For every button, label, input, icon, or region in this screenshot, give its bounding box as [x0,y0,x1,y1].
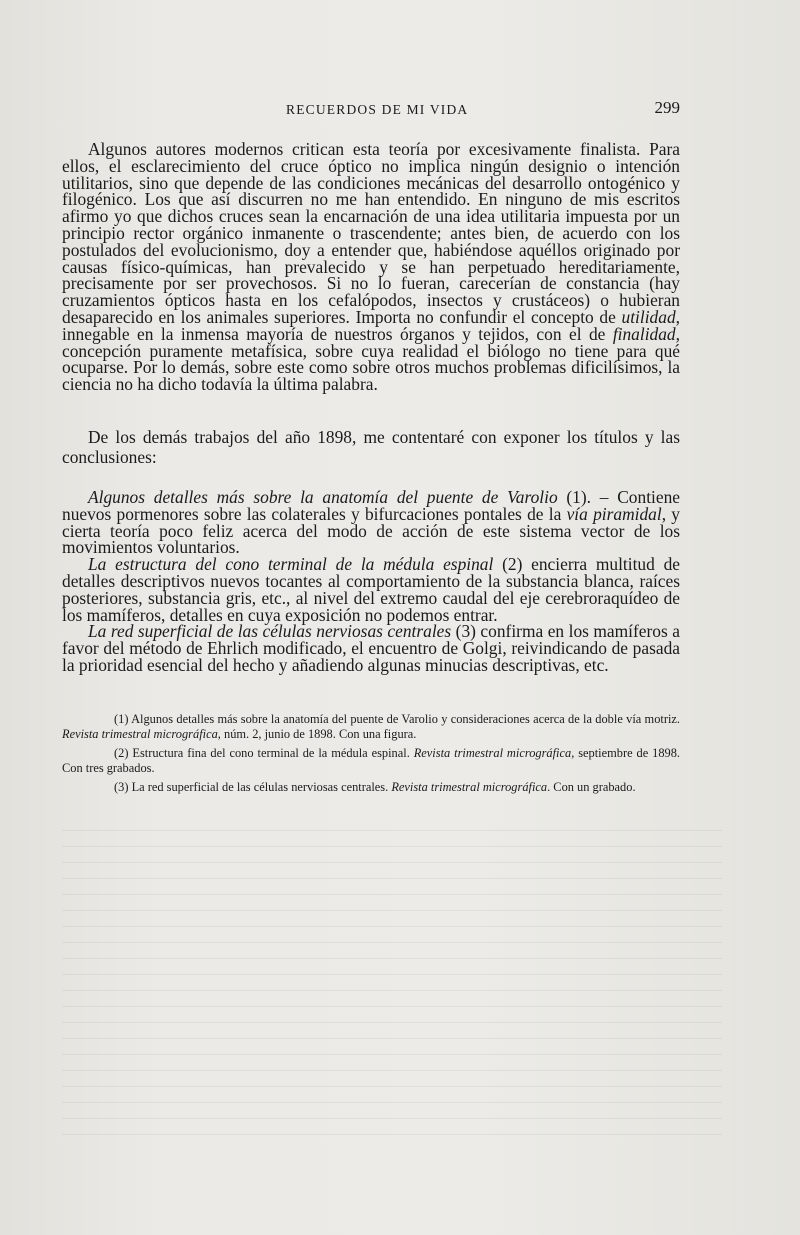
paragraph-text: , innegable en la inmensa mayoría de nuestros órganos y tejidos, con el de [62,306,680,344]
works-list [62,489,680,674]
work-description: , y cierta teoría poco feliz acerca del modo de acción de este sistema vector de los movimientos voluntarios. [62,503,680,558]
footnote-text: Estructura fina del cono terminal de la médula espinal. [132,746,414,760]
footnote [62,746,680,775]
work-description: (3) confirma en los mamíferos a favor del método de Ehrlich modificado, el encuentro de Golgi, reivindicando de pasada la prioridad esencial del hecho y añadiendo algunas minucias descriptivas, etc. [62,621,680,675]
footnote-text: La red superficial de las células nerviosas centrales. [131,780,392,794]
journal-name: Revista trimestral micrográfica [413,746,572,760]
emphasis-utilidad: utilidad [621,306,676,327]
emphasis-finalidad: finalidad [612,323,676,344]
running-head: RECUERDOS DE MI VIDA [286,102,469,117]
footnote [62,780,680,795]
journal-name: Revista trimestral micrográfica [62,726,218,741]
work-description: (2) encierra multitud de detalles descriptivos nuevos tocantes al comportamiento de la substancia blanca, raíces posteriores, substancia gris, etc., al nivel del extremo caudal del eje cerebroraquídeo de los mamíferos, detalles en cuya exposición no podemos entrar. [62,554,680,625]
work-title: La estructura del cono terminal de la médula espinal [88,554,494,575]
footnote-text: . Con un grabado. [547,780,636,794]
work-entry [62,623,680,673]
footnote-number: (1) [114,712,129,726]
footnote-number: (3) [114,780,129,794]
work-title: La red superficial de las células nerviosas centrales [88,621,452,642]
emphasis-via-piramidal: vía piramidal [566,503,662,524]
footnote-text: , núm. 2, junio de 1898. Con una figura. [217,726,417,741]
work-description: (1). – Contiene nuevos pormenores sobre las colaterales y bifurcaciones pontales de la [62,487,680,524]
footnote [62,712,680,741]
work-title: Algunos detalles más sobre la anatomía del puente de Varolio [88,487,558,507]
paragraph-text: , concepción puramente metafísica, sobre cuya realidad el biólogo no tiene para qué ocuparse. Por lo demás, sobre este como sobre otros muchos problemas dificilísimos, la ciencia no ha dicho todavía la última palabra. [62,323,680,395]
page-number: 299 [654,98,680,117]
paragraph-works-intro [62,428,680,467]
footnote-text: , septiembre de 1898. Con tres grabados. [62,746,680,775]
page-header [62,96,680,120]
paragraph-text: Algunos autores modernos critican esta teoría por excesivamente finalista. Para ellos, el esclarecimiento del cruce óptico no implica ningún designio o intención utilitarios, sino que depende de las condiciones mecánicas del desarrollo ontogénico y filogénico. Los que así discurren no me han entendido. En ninguno de mis escritos afirmo yo que dichos cruces sean la encarnación de una idea utilitaria impuesta por un principio rector orgánico inmanente o trascendente; antes bien, de acuerdo con los postulados del evolucionismo, doy a entender que, habiéndose aquéllos originado por causas físico-químicas, han prevalecido y se han perpetuado hereditariamente, precisamente por ser provechosos. Si no lo fueran, carecerían de constancia (hay cruzamientos ópticos hasta en los cefalópodos, insectos y crustáceos) o hubieran desaparecido en los animales superiores. Importa no confundir el concepto de [62,139,680,327]
journal-name: Revista trimestral micrográfica [391,780,548,794]
footnote-text: Algunos detalles más sobre la anatomía del puente de Varolio y consideraciones acerca de la doble vía motriz. [131,712,680,726]
work-entry [62,489,680,556]
paragraph-optic-chiasm [62,141,680,393]
paragraph-text: De los demás trabajos del año 1898, me contentaré con exponer los títulos y las conclusiones: [62,427,680,467]
footnotes [62,712,680,795]
show-through-texture [62,830,722,1150]
footnote-number: (2) [114,746,129,760]
work-entry [62,556,680,623]
